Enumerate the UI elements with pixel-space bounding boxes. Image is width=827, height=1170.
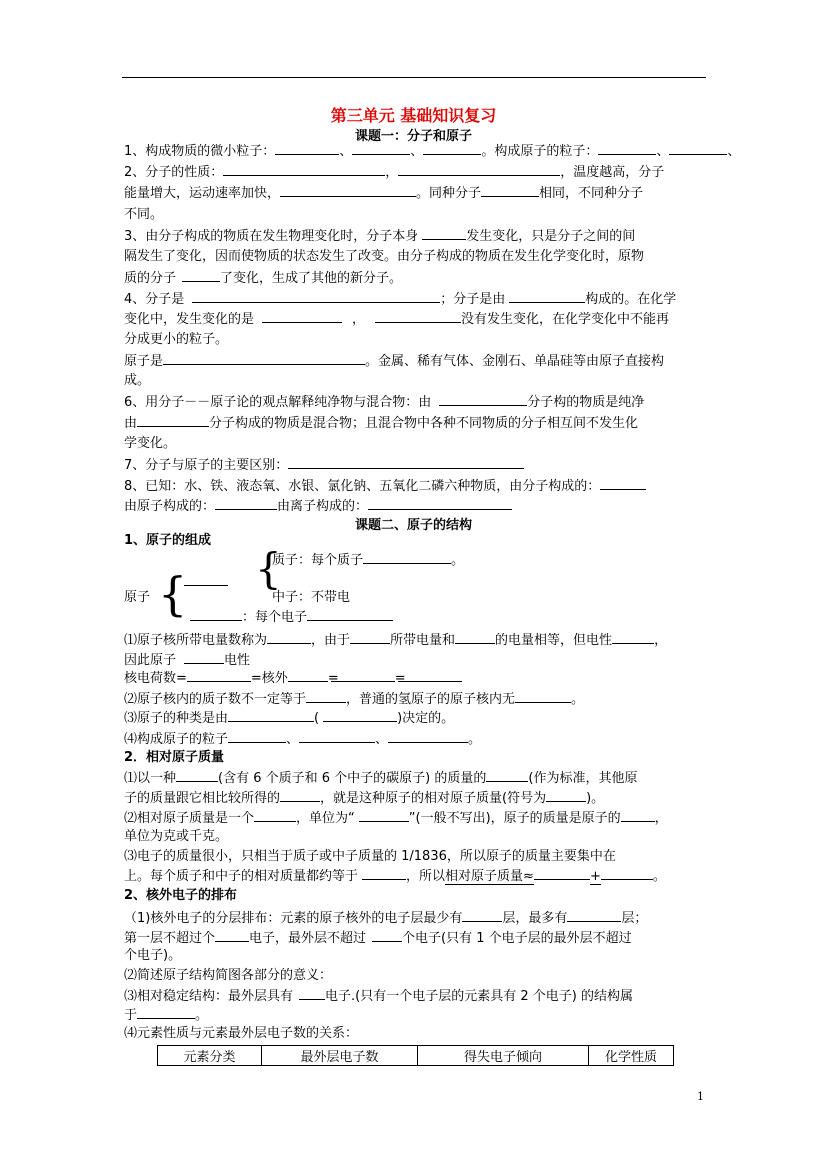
q6-line-2: 由 分子构成的物质是混合物；且混合物中各种不同物质的分子相互间不发生化 (124, 416, 639, 431)
e1-line-2: 第一层不超过个 电子，最外层不超过 个电子(只有 1 个电子层的最外层不超过 (124, 931, 632, 946)
section-atom-composition: 1、原子的组成 (124, 533, 212, 548)
q2-line: 2、分子的性质： ， ，温度越高，分子 (124, 165, 665, 180)
r1-line-2: 子的质量跟它相比较所得的 ，就是这种原子的相对原子质量(符号为 )。 (124, 791, 605, 806)
page-number: 1 (697, 1090, 704, 1103)
e4-line: ⑷元素性质与元素最外层电子数的关系： (124, 1026, 359, 1041)
inner-brace-icon: { (255, 544, 282, 593)
q3-line-3: 质的分子 了变化，生成了其他的新分子。 (124, 271, 403, 286)
q8-line-2: 由原子构成的： 由离子构成的： (124, 497, 512, 516)
p1-line: ⑴原子核所带电量数称为 ，由于 所带电量和 的电量相等，但电性 ， (124, 633, 668, 648)
r2-line-2: 单位为克或千克。 (124, 829, 229, 844)
q6-line: 6、用分子－－原子论的观点解释纯净物与混合物：由 分子构的物质是纯净 (124, 395, 645, 410)
p1-line-2: 因此原子 电性 (124, 653, 251, 668)
e1-line: （1)核外电子的分层排布：元素的原子核外的电子层最少有 层，最多有 层； (124, 911, 648, 926)
q4-line-3: 分成更小的粒子。 (124, 332, 229, 347)
section-relative-mass: 2．相对原子质量 (124, 750, 225, 765)
p2-line: ⑵原子核内的质子数不一定等于 ，普通的氢原子的原子核内无 。 (124, 692, 585, 707)
element-property-table (157, 1045, 674, 1066)
p1-line-3: 核电荷数= =核外 = = (124, 669, 462, 688)
e1-line-3: 个电子)。 (124, 948, 182, 963)
table-header-cell: 化学性质 (589, 1046, 674, 1066)
atom-label: 原子 (124, 590, 151, 605)
header-rule (122, 77, 706, 78)
r1-line: ⑴以一种 (含有 6 个质子和 6 个中子的碳原子) 的质量的 (作为标准，其他原 (124, 771, 638, 786)
r2-line: ⑵相对原子质量是一个 ，单位为“ ”(一般不写出)，原子的质量是原子的 ， (124, 811, 668, 826)
r3-line: ⑶电子的质量很小，只相当于质子或中子质量的 1/1836，所以原子的质量主要集中在 (124, 849, 616, 864)
neutron-line: 中子：不带电 (272, 590, 351, 605)
e2-line: ⑵简述原子结构简图各部分的意义： (124, 968, 333, 983)
q5-line-2: 成。 (124, 373, 151, 388)
q2-line-2: 能量增大，运动速率加快， 。同种分子 相同，不同种分子 (124, 186, 644, 201)
e3-line-2: 于 。 (124, 1008, 209, 1023)
e3-line: ⑶相对稳定结构：最外层具有 电子.(只有一个电子层的元素具有 2 个电子) 的结构属 (124, 989, 633, 1004)
nucleus-blank (184, 573, 228, 592)
q1-line: 1、构成物质的微小粒子： 、 、 。构成原子的粒子： 、 、 (124, 144, 741, 159)
r3-line-2: 上。每个质子和中子的相对质量都约等于 ，所以相对原子质量≈ + 。 (124, 869, 666, 884)
q2-line-3: 不同。 (124, 207, 164, 222)
p4-line: ⑷构成原子的粒子 、 、 。 (124, 732, 482, 747)
table-header-cell: 元素分类 (158, 1046, 262, 1066)
table-header-row (158, 1046, 674, 1066)
lesson1-heading: 课题一：分子和原子 (354, 129, 472, 144)
p3-line: ⑶原子的种类是由 ( )决定的。 (124, 711, 455, 726)
q8-line: 8、已知：水、铁、液态氧、水银、氯化钠、五氧化二磷六种物质，由分子构成的： (124, 477, 646, 496)
page-title: 第三单元 基础知识复习 (330, 106, 497, 125)
q6-line-3: 学变化。 (124, 436, 177, 451)
table-header-cell: 最外层电子数 (262, 1046, 418, 1066)
section-electron-arrangement: 2、核外电子的排布 (124, 888, 238, 903)
q5-line: 原子是 。金属、稀有气体、金刚石、单晶硅等由原子直接构 (124, 354, 665, 369)
q3-line: 3、由分子构成的物质在发生物理变化时，分子本身 发生变化，只是分子之间的间 (124, 229, 636, 244)
proton-line: 质子：每个质子 。 (272, 553, 465, 568)
q4-line: 4、分子是 ；分子是由 构成的。在化学 (124, 292, 677, 307)
table-header-cell: 得失电子倾向 (418, 1046, 589, 1066)
q3-line-2: 隔发生了变化，因而使物质的状态发生了改变。由分子构成的物质在发生化学变化时，原物 (124, 249, 645, 264)
q7-line: 7、分子与原子的主要区别： (124, 456, 524, 475)
outer-brace-icon: { (158, 567, 188, 621)
q4-line-2: 变化中，发生变化的是 ， 没有发生变化，在化学变化中不能再 (124, 312, 670, 327)
lesson2-heading: 课题二、原子的结构 (354, 518, 472, 533)
electron-line: ：每个电子 (190, 608, 393, 627)
